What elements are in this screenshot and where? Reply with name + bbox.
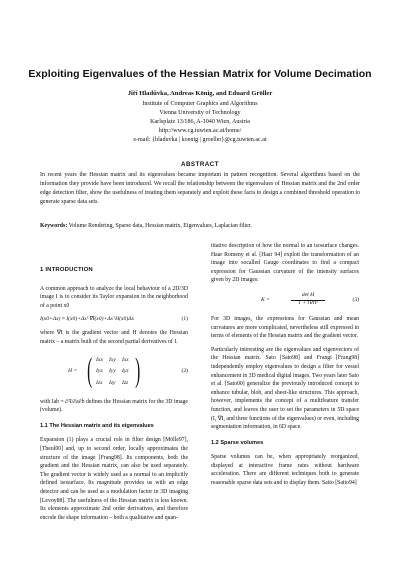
paragraph: Expansion (1) plays a crucial role in filter design [Mölle97], [Theul00] and, up to second order, locally approximates the structure of the image [Frang98]. Its components, both the gradient and the Hessian matrix, can also be used separately. The gradient vector is widely used as a normal to an implicitly defined isosurface. Its magnitude provides us with an edge detector and can be used as a modulation factor in 3D imaging [Levoy88]. The usefulness of the Hessian matrix is less known. Its elements approximate 2nd order derivatives, and therefore encode the shape information – both a qualitative and quan- bbox=[40, 437, 188, 521]
right-paren-icon: ) bbox=[135, 351, 141, 389]
matrix-cell: Iyy bbox=[109, 368, 116, 375]
equation-3-gaussian-curvature bbox=[211, 291, 359, 309]
paragraph: titative description of how the normal to an isosurface changes. Haar Romeny et al. [Haar 94] exploit the transformation of an image into socalled Gauge coordinates to find a compact expression for Gaussian curvature of the intensity surfaces given by 2D images: bbox=[211, 243, 359, 284]
paragraph: with Iab = ∂²I/∂a∂b defines the Hessian matrix for the 3D image (volume). bbox=[40, 398, 188, 414]
fraction-lhs: K = bbox=[261, 296, 270, 303]
equation-number: (3) bbox=[352, 296, 359, 303]
subsection-heading-sparse-volumes: 1.2 Sparse volumes bbox=[211, 439, 264, 446]
keywords-text: Volume Rendering, Sparse data, Hessian matrix, Eigenvalues, Laplacian filter. bbox=[68, 223, 252, 229]
matrix-cell: Izy bbox=[109, 379, 116, 386]
abstract-text: In recent years the Hessian matrix and its eigenvalues became important in pattern recognition. Several algorithms based on the information they provide have been introduced. We recall the relationship between the eigenvalues of Hessian matrix and the 2nd order edge detection filter, show the usefulness of treating them separately and exploit these facts to design a combined threshold operation to generate sparse data sets. bbox=[40, 172, 360, 205]
right-column bbox=[211, 242, 359, 493]
matrix-grid bbox=[96, 356, 135, 388]
paragraph: Sparse volumes can be, when appropriately reorganized, displayed at interactive frame rates without hardware acceleration. There are different techniques both to generate reasonable sparse data sets and to display them. Saito [Saito94] bbox=[211, 454, 359, 487]
matrix-lhs: H = bbox=[68, 367, 78, 374]
equation-body: I(x0+Δx) ≈ I(x0)+Δxᵀ∇I(x0)+ΔxᵀH(x0)Δx bbox=[40, 316, 134, 323]
equation-number: (2) bbox=[181, 367, 188, 374]
paragraph: A common approach to analyze the local behaviour of a 2D/3D image I is to consider its Taylor expansion in the neighborhood of a point x0 bbox=[40, 285, 188, 309]
affiliation-email: e-mail: {hladuvka | koenig | groeller}@cg.tuwien.ac.at bbox=[133, 136, 267, 143]
equation-1 bbox=[40, 315, 188, 327]
matrix-cell: Ixx bbox=[96, 356, 103, 363]
affiliation-line: Karlsplatz 13/186, A-1040 Wien, Austria bbox=[150, 118, 250, 125]
paper-authors: Jiří Hladůvka, Andreas König, and Eduard Gröller bbox=[127, 90, 273, 97]
section-heading-introduction: 1 INTRODUCTION bbox=[40, 267, 93, 273]
equation-2-hessian-matrix bbox=[40, 352, 188, 394]
left-paren-icon: ( bbox=[87, 351, 93, 389]
matrix-cell: Ixy bbox=[109, 356, 116, 363]
paragraph: For 3D images, the expressions for Gaussian and mean curvatures are more complicated, nevertheless still expressed in terms of elements of the Hessian matrix and the gradient vector. bbox=[211, 315, 359, 340]
matrix-cell: Ixz bbox=[122, 356, 129, 363]
subsection-heading-hessian: 1.1 The Hessian matrix and its eigenvalues bbox=[40, 422, 154, 429]
matrix-cell: Izz bbox=[122, 379, 129, 386]
paragraph: where ∇I is the gradient vector and H denotes the Hessian matrix – a matrix built of the second partial derivatives of I. bbox=[40, 330, 188, 345]
abstract-heading: ABSTRACT bbox=[180, 161, 220, 168]
matrix-cell: Izx bbox=[96, 379, 103, 386]
keywords-line bbox=[40, 223, 360, 229]
affiliation-line: Vienna University of Technology bbox=[159, 109, 241, 116]
fraction-denominator: 1 + ‖∇I‖² bbox=[298, 299, 318, 306]
affiliation-url: http://www.cg.tuwien.ac.at/home/ bbox=[158, 127, 242, 134]
affiliation-line: Institute of Computer Graphics and Algorithms bbox=[142, 101, 258, 107]
matrix-cell: Iyz bbox=[122, 368, 129, 375]
equation-number: (1) bbox=[181, 316, 188, 323]
paper-title: Exploiting Eigenvalues of the Hessian Matrix for Volume Decimation bbox=[28, 68, 372, 80]
affiliation-block bbox=[60, 100, 340, 145]
paragraph: Particularly interesting are the eigenvalues and eigenvectors of the Hessian matrix. Sato [Sato98] and Frangi [Frang98] independently employ eigenvalues to design a filter for vessel enhancement in 3D medical digital images. Two years later Sato et al. [Sato00] generalize the previously introduced concept to enhance tubular, blob, and sheet-like structures. This approach, however, implements the concept of a multifeature transfer function, and leaves the user to set the parameters in 5D space (I, ∇I, and three functions of the eigenvalues) or even, including segmentation information, in 6D space. bbox=[211, 346, 359, 431]
matrix-cell: Iyx bbox=[96, 368, 103, 375]
left-column bbox=[40, 242, 188, 527]
fraction-numerator: det H bbox=[291, 291, 325, 301]
keywords-label: Keywords: bbox=[40, 223, 68, 229]
